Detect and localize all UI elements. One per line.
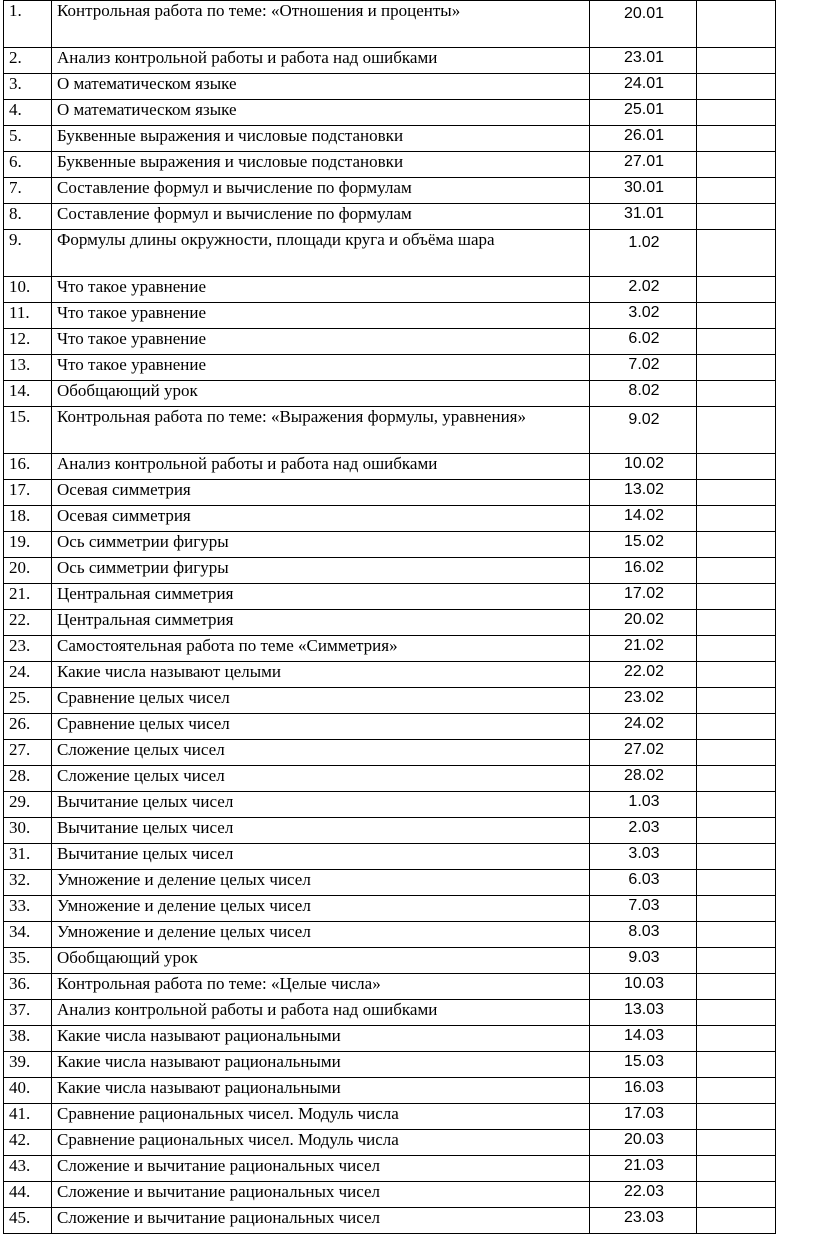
lesson-topic-cell: Какие числа называют рациональными [52,1052,590,1078]
lesson-number-cell: 44. [4,1182,52,1208]
empty-notes-cell [697,48,776,74]
lesson-number-cell: 38. [4,1026,52,1052]
lesson-date-cell: 9.03 [590,948,697,974]
lesson-topic-cell: Сравнение целых чисел [52,688,590,714]
lesson-number-cell: 3. [4,74,52,100]
table-row [4,740,776,766]
empty-notes-cell [697,1182,776,1208]
lesson-date-cell: 23.01 [590,48,697,74]
empty-notes-cell [697,740,776,766]
table-row [4,792,776,818]
lesson-topic-cell: Сложение целых чисел [52,740,590,766]
lesson-date-cell: 24.01 [590,74,697,100]
empty-notes-cell [697,974,776,1000]
table-row [4,714,776,740]
lesson-number-cell: 42. [4,1130,52,1156]
lesson-topic-cell: Контрольная работа по теме: «Отношения и проценты» [52,1,590,48]
empty-notes-cell [697,303,776,329]
lesson-topic-cell: Что такое уравнение [52,355,590,381]
lesson-topic-cell: Сложение и вычитание рациональных чисел [52,1182,590,1208]
lesson-topic-cell: Анализ контрольной работы и работа над ошибками [52,454,590,480]
lesson-date-cell: 2.03 [590,818,697,844]
table-row [4,610,776,636]
lesson-topic-cell: Контрольная работа по теме: «Выражения формулы, уравнения» [52,407,590,454]
lesson-topic-cell: Сложение и вычитание рациональных чисел [52,1156,590,1182]
lesson-topic-cell: Самостоятельная работа по теме «Симметрия» [52,636,590,662]
lesson-topic-cell: Какие числа называют рациональными [52,1078,590,1104]
table-row [4,1208,776,1234]
lesson-date-cell: 13.03 [590,1000,697,1026]
lesson-number-cell: 34. [4,922,52,948]
lesson-number-cell: 7. [4,178,52,204]
lesson-number-cell: 35. [4,948,52,974]
lesson-number-cell: 37. [4,1000,52,1026]
lesson-topic-cell: О математическом языке [52,74,590,100]
empty-notes-cell [697,178,776,204]
empty-notes-cell [697,381,776,407]
lesson-topic-cell: Какие числа называют рациональными [52,1026,590,1052]
lesson-topic-cell: Ось симметрии фигуры [52,558,590,584]
lesson-number-cell: 43. [4,1156,52,1182]
table-row [4,381,776,407]
lesson-date-cell: 13.02 [590,480,697,506]
lesson-number-cell: 5. [4,126,52,152]
empty-notes-cell [697,584,776,610]
lesson-number-cell: 18. [4,506,52,532]
lesson-date-cell: 21.03 [590,1156,697,1182]
lesson-date-cell: 16.02 [590,558,697,584]
lesson-topic-cell: Анализ контрольной работы и работа над ошибками [52,48,590,74]
table-row [4,1026,776,1052]
lesson-number-cell: 17. [4,480,52,506]
empty-notes-cell [697,948,776,974]
table-row [4,948,776,974]
lesson-date-cell: 25.01 [590,100,697,126]
lesson-date-cell: 26.01 [590,126,697,152]
table-row [4,1130,776,1156]
lesson-number-cell: 1. [4,1,52,48]
lesson-number-cell: 29. [4,792,52,818]
empty-notes-cell [697,870,776,896]
empty-notes-cell [697,818,776,844]
lesson-date-cell: 17.02 [590,584,697,610]
table-row [4,766,776,792]
empty-notes-cell [697,1026,776,1052]
lesson-topic-cell: Умножение и деление целых чисел [52,896,590,922]
lesson-topic-cell: Сравнение рациональных чисел. Модуль числа [52,1104,590,1130]
table-row [4,1052,776,1078]
table-row [4,1104,776,1130]
lesson-date-cell: 6.03 [590,870,697,896]
lesson-number-cell: 15. [4,407,52,454]
lesson-number-cell: 36. [4,974,52,1000]
empty-notes-cell [697,454,776,480]
lesson-topic-cell: О математическом языке [52,100,590,126]
lesson-date-cell: 7.03 [590,896,697,922]
lesson-number-cell: 9. [4,230,52,277]
lesson-date-cell: 30.01 [590,178,697,204]
lesson-number-cell: 25. [4,688,52,714]
empty-notes-cell [697,1078,776,1104]
empty-notes-cell [697,355,776,381]
empty-notes-cell [697,844,776,870]
table-row [4,152,776,178]
lesson-topic-cell: Вычитание целых чисел [52,818,590,844]
table-row [4,204,776,230]
lesson-plan-body [4,1,776,1234]
lesson-topic-cell: Умножение и деление целых чисел [52,870,590,896]
lesson-number-cell: 11. [4,303,52,329]
empty-notes-cell [697,766,776,792]
table-row [4,558,776,584]
table-row [4,277,776,303]
lesson-date-cell: 15.03 [590,1052,697,1078]
empty-notes-cell [697,230,776,277]
empty-notes-cell [697,636,776,662]
empty-notes-cell [697,532,776,558]
table-row [4,584,776,610]
empty-notes-cell [697,100,776,126]
lesson-topic-cell: Обобщающий урок [52,948,590,974]
lesson-number-cell: 28. [4,766,52,792]
empty-notes-cell [697,792,776,818]
lesson-number-cell: 27. [4,740,52,766]
empty-notes-cell [697,407,776,454]
table-row [4,303,776,329]
lesson-date-cell: 17.03 [590,1104,697,1130]
table-row [4,230,776,277]
empty-notes-cell [697,126,776,152]
lesson-topic-cell: Анализ контрольной работы и работа над ошибками [52,1000,590,1026]
lesson-topic-cell: Ось симметрии фигуры [52,532,590,558]
empty-notes-cell [697,152,776,178]
lesson-number-cell: 40. [4,1078,52,1104]
lesson-topic-cell: Формулы длины окружности, площади круга и объёма шара [52,230,590,277]
table-row [4,922,776,948]
table-row [4,818,776,844]
lesson-topic-cell: Составление формул и вычисление по формулам [52,204,590,230]
lesson-number-cell: 41. [4,1104,52,1130]
lesson-number-cell: 32. [4,870,52,896]
lesson-topic-cell: Сложение целых чисел [52,766,590,792]
lesson-date-cell: 20.03 [590,1130,697,1156]
empty-notes-cell [697,74,776,100]
lesson-number-cell: 16. [4,454,52,480]
lesson-number-cell: 13. [4,355,52,381]
lesson-date-cell: 2.02 [590,277,697,303]
lesson-number-cell: 21. [4,584,52,610]
table-row [4,896,776,922]
lesson-date-cell: 20.02 [590,610,697,636]
lesson-topic-cell: Что такое уравнение [52,277,590,303]
lesson-date-cell: 22.03 [590,1182,697,1208]
table-row [4,1078,776,1104]
lesson-date-cell: 8.03 [590,922,697,948]
table-row [4,126,776,152]
lesson-topic-cell: Что такое уравнение [52,329,590,355]
table-row [4,480,776,506]
lesson-date-cell: 23.03 [590,1208,697,1234]
table-row [4,48,776,74]
lesson-topic-cell: Буквенные выражения и числовые подстановки [52,126,590,152]
lesson-date-cell: 27.01 [590,152,697,178]
empty-notes-cell [697,204,776,230]
lesson-number-cell: 4. [4,100,52,126]
empty-notes-cell [697,1000,776,1026]
lesson-number-cell: 23. [4,636,52,662]
empty-notes-cell [697,329,776,355]
lesson-date-cell: 8.02 [590,381,697,407]
lesson-topic-cell: Вычитание целых чисел [52,792,590,818]
lesson-topic-cell: Центральная симметрия [52,610,590,636]
empty-notes-cell [697,1052,776,1078]
lesson-number-cell: 33. [4,896,52,922]
lesson-date-cell: 14.03 [590,1026,697,1052]
lesson-date-cell: 1.02 [590,230,697,277]
lesson-number-cell: 31. [4,844,52,870]
table-row [4,407,776,454]
empty-notes-cell [697,662,776,688]
lesson-number-cell: 14. [4,381,52,407]
lesson-number-cell: 6. [4,152,52,178]
empty-notes-cell [697,506,776,532]
lesson-number-cell: 30. [4,818,52,844]
lesson-number-cell: 24. [4,662,52,688]
empty-notes-cell [697,558,776,584]
table-row [4,1000,776,1026]
lesson-date-cell: 3.03 [590,844,697,870]
lesson-topic-cell: Буквенные выражения и числовые подстановки [52,152,590,178]
lesson-date-cell: 31.01 [590,204,697,230]
table-row [4,454,776,480]
lesson-date-cell: 1.03 [590,792,697,818]
empty-notes-cell [697,1156,776,1182]
lesson-date-cell: 24.02 [590,714,697,740]
table-row [4,74,776,100]
lesson-number-cell: 22. [4,610,52,636]
table-row [4,636,776,662]
lesson-date-cell: 6.02 [590,329,697,355]
empty-notes-cell [697,1130,776,1156]
lesson-date-cell: 3.02 [590,303,697,329]
lesson-date-cell: 7.02 [590,355,697,381]
lesson-number-cell: 10. [4,277,52,303]
lesson-topic-cell: Центральная симметрия [52,584,590,610]
lesson-number-cell: 20. [4,558,52,584]
empty-notes-cell [697,480,776,506]
lesson-date-cell: 23.02 [590,688,697,714]
lesson-date-cell: 22.02 [590,662,697,688]
lesson-plan-table [3,0,776,1234]
empty-notes-cell [697,610,776,636]
empty-notes-cell [697,896,776,922]
table-row [4,100,776,126]
lesson-date-cell: 21.02 [590,636,697,662]
lesson-number-cell: 8. [4,204,52,230]
table-row [4,974,776,1000]
lesson-topic-cell: Умножение и деление целых чисел [52,922,590,948]
table-row [4,844,776,870]
lesson-number-cell: 26. [4,714,52,740]
lesson-date-cell: 9.02 [590,407,697,454]
table-row [4,532,776,558]
table-row [4,870,776,896]
table-row [4,688,776,714]
lesson-date-cell: 20.01 [590,1,697,48]
lesson-number-cell: 2. [4,48,52,74]
empty-notes-cell [697,1208,776,1234]
lesson-date-cell: 10.03 [590,974,697,1000]
lesson-number-cell: 12. [4,329,52,355]
empty-notes-cell [697,1,776,48]
lesson-number-cell: 39. [4,1052,52,1078]
table-row [4,355,776,381]
empty-notes-cell [697,1104,776,1130]
table-row [4,1,776,48]
table-row [4,178,776,204]
lesson-date-cell: 16.03 [590,1078,697,1104]
lesson-date-cell: 27.02 [590,740,697,766]
lesson-number-cell: 45. [4,1208,52,1234]
table-row [4,662,776,688]
lesson-topic-cell: Вычитание целых чисел [52,844,590,870]
lesson-topic-cell: Сравнение целых чисел [52,714,590,740]
lesson-date-cell: 10.02 [590,454,697,480]
lesson-topic-cell: Составление формул и вычисление по формулам [52,178,590,204]
table-row [4,506,776,532]
lesson-topic-cell: Сложение и вычитание рациональных чисел [52,1208,590,1234]
lesson-topic-cell: Какие числа называют целыми [52,662,590,688]
lesson-topic-cell: Что такое уравнение [52,303,590,329]
lesson-topic-cell: Обобщающий урок [52,381,590,407]
table-row [4,1156,776,1182]
empty-notes-cell [697,922,776,948]
lesson-date-cell: 14.02 [590,506,697,532]
lesson-topic-cell: Контрольная работа по теме: «Целые числа» [52,974,590,1000]
lesson-topic-cell: Сравнение рациональных чисел. Модуль числа [52,1130,590,1156]
lesson-date-cell: 15.02 [590,532,697,558]
table-row [4,329,776,355]
table-row [4,1182,776,1208]
lesson-topic-cell: Осевая симметрия [52,506,590,532]
lesson-date-cell: 28.02 [590,766,697,792]
empty-notes-cell [697,688,776,714]
empty-notes-cell [697,714,776,740]
lesson-topic-cell: Осевая симметрия [52,480,590,506]
lesson-number-cell: 19. [4,532,52,558]
empty-notes-cell [697,277,776,303]
